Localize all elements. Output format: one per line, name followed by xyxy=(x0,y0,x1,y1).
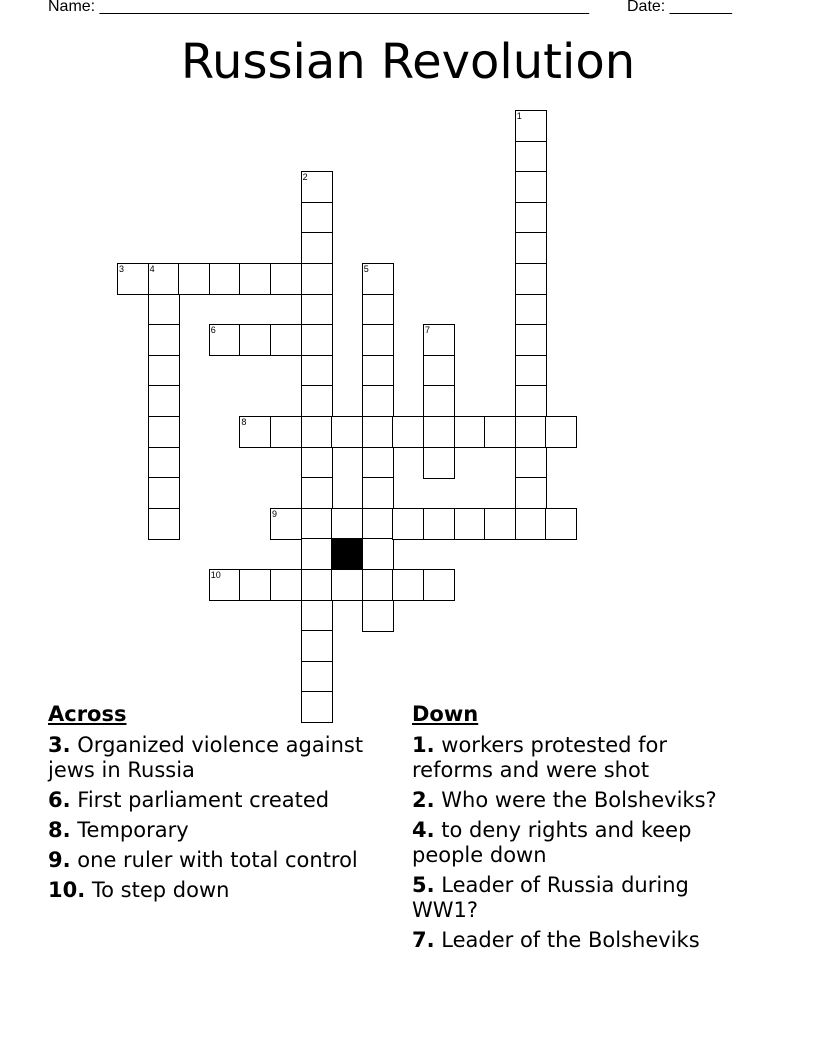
grid-cell[interactable] xyxy=(301,232,333,264)
grid-cell[interactable] xyxy=(362,416,394,448)
grid-cell[interactable] xyxy=(239,263,271,295)
across-clue xyxy=(48,733,378,783)
grid-cell[interactable] xyxy=(423,385,455,417)
grid-cell[interactable] xyxy=(515,202,547,234)
grid-cell[interactable] xyxy=(362,569,394,601)
down-clues xyxy=(412,702,742,958)
grid-cell[interactable] xyxy=(362,447,394,479)
grid-cell[interactable] xyxy=(148,385,180,417)
name-field-label: Name: _______________________________________________________ xyxy=(48,0,589,15)
grid-cell[interactable] xyxy=(301,202,333,234)
grid-cell[interactable] xyxy=(362,355,394,387)
grid-cell[interactable] xyxy=(515,141,547,173)
grid-cell[interactable] xyxy=(209,263,241,295)
grid-cell[interactable] xyxy=(515,294,547,326)
page-title: Russian Revolution xyxy=(180,34,636,90)
grid-cell[interactable] xyxy=(515,416,547,448)
grid-cell[interactable] xyxy=(301,416,333,448)
grid-cell[interactable] xyxy=(515,232,547,264)
grid-cell[interactable] xyxy=(392,569,424,601)
clue-text: First parliament created xyxy=(77,788,330,812)
grid-cell[interactable] xyxy=(301,263,333,295)
clue-number-label: 4 xyxy=(149,264,155,274)
grid-cell[interactable] xyxy=(362,477,394,509)
clue-number: 5. xyxy=(412,873,435,897)
down-clue xyxy=(412,733,742,783)
clue-number-label: 10 xyxy=(210,570,221,580)
grid-cell[interactable] xyxy=(270,324,302,356)
clue-number-label: 3 xyxy=(119,264,125,274)
grid-cell[interactable] xyxy=(515,508,547,540)
grid-cell[interactable] xyxy=(148,294,180,326)
grid-cell[interactable] xyxy=(515,355,547,387)
clue-text: Temporary xyxy=(77,818,189,842)
down-clue xyxy=(412,788,742,813)
across-clue xyxy=(48,848,378,873)
down-clue xyxy=(412,873,742,923)
clue-number-label: 8 xyxy=(241,417,247,427)
grid-cell[interactable] xyxy=(178,263,210,295)
across-clue xyxy=(48,878,378,903)
across-heading: Across xyxy=(48,702,127,726)
black-square xyxy=(331,538,363,570)
grid-cell[interactable] xyxy=(515,385,547,417)
clue-number: 2. xyxy=(412,788,435,812)
clue-text: Organized violence against jews in Russia xyxy=(48,733,364,782)
grid-cell[interactable] xyxy=(423,508,455,540)
clue-number-label: 7 xyxy=(425,325,431,336)
grid-cell[interactable] xyxy=(362,538,394,570)
grid-cell[interactable] xyxy=(392,508,424,540)
across-clue xyxy=(48,788,378,813)
clue-number: 8. xyxy=(48,818,71,842)
grid-cell[interactable] xyxy=(362,600,394,632)
grid-cell[interactable] xyxy=(148,416,180,448)
grid-cell[interactable] xyxy=(301,477,333,509)
clue-text: workers protested for reforms and were shot xyxy=(412,733,668,782)
grid-cell[interactable] xyxy=(148,324,180,356)
clue-number: 1. xyxy=(412,733,435,757)
grid-cell[interactable] xyxy=(301,324,333,356)
grid-cell[interactable] xyxy=(545,416,577,448)
grid-cell[interactable] xyxy=(545,508,577,540)
grid-cell[interactable] xyxy=(301,600,333,632)
grid-cell[interactable] xyxy=(515,447,547,479)
down-clue xyxy=(412,818,742,868)
clue-number-label: 6 xyxy=(210,325,216,336)
grid-cell[interactable] xyxy=(301,630,333,662)
grid-cell[interactable] xyxy=(331,569,363,601)
grid-cell[interactable] xyxy=(331,416,363,448)
grid-cell[interactable] xyxy=(148,508,180,540)
clue-number-label: 9 xyxy=(272,508,278,519)
clue-text: one ruler with total control xyxy=(77,848,358,872)
clue-number-label: 5 xyxy=(363,264,369,274)
grid-cell[interactable] xyxy=(515,477,547,509)
grid-cell[interactable] xyxy=(454,508,486,540)
down-heading: Down xyxy=(412,702,479,726)
grid-cell[interactable] xyxy=(362,508,394,540)
date-field-label: Date: _______ xyxy=(627,0,732,15)
clue-text: Who were the Bolsheviks? xyxy=(441,788,717,812)
grid-cell[interactable] xyxy=(301,508,333,540)
grid-cell[interactable] xyxy=(454,416,486,448)
grid-cell[interactable] xyxy=(301,385,333,417)
grid-cell[interactable] xyxy=(301,569,333,601)
clue-text: Leader of Russia during WW1? xyxy=(412,873,689,922)
grid-cell[interactable] xyxy=(362,324,394,356)
grid-cell[interactable] xyxy=(301,294,333,326)
clue-number: 10. xyxy=(48,878,86,902)
grid-cell[interactable] xyxy=(362,385,394,417)
grid-cell[interactable] xyxy=(423,447,455,479)
grid-cell[interactable] xyxy=(484,416,516,448)
across-clues xyxy=(48,702,378,908)
grid-cell[interactable] xyxy=(484,508,516,540)
grid-cell[interactable] xyxy=(515,171,547,203)
clue-number: 9. xyxy=(48,848,71,872)
grid-cell[interactable] xyxy=(423,355,455,387)
grid-cell[interactable] xyxy=(362,294,394,326)
grid-cell[interactable] xyxy=(301,661,333,693)
clue-number: 6. xyxy=(48,788,71,812)
down-clue xyxy=(412,928,742,953)
grid-cell[interactable] xyxy=(515,263,547,295)
grid-cell[interactable] xyxy=(301,447,333,479)
grid-cell[interactable] xyxy=(148,355,180,387)
clue-text: to deny rights and keep people down xyxy=(412,818,692,867)
clue-number: 3. xyxy=(48,733,71,757)
grid-cell[interactable] xyxy=(270,263,302,295)
clue-number-label: 1 xyxy=(516,111,522,121)
clue-number-label: 2 xyxy=(302,172,308,183)
grid-cell[interactable] xyxy=(392,416,424,448)
clue-text: To step down xyxy=(91,878,230,902)
grid-cell[interactable] xyxy=(239,324,271,356)
grid-cell[interactable] xyxy=(148,447,180,479)
grid-cell[interactable] xyxy=(148,477,180,509)
grid-cell[interactable] xyxy=(239,569,271,601)
grid-cell[interactable] xyxy=(423,416,455,448)
grid-cell[interactable] xyxy=(423,569,455,601)
grid-cell[interactable] xyxy=(331,508,363,540)
across-clue xyxy=(48,818,378,843)
grid-cell[interactable] xyxy=(270,416,302,448)
clue-text: Leader of the Bolsheviks xyxy=(441,928,700,952)
clue-number: 7. xyxy=(412,928,435,952)
grid-cell[interactable] xyxy=(515,324,547,356)
grid-cell[interactable] xyxy=(270,569,302,601)
grid-cell[interactable] xyxy=(301,355,333,387)
clue-number: 4. xyxy=(412,818,435,842)
grid-cell[interactable] xyxy=(301,538,333,570)
